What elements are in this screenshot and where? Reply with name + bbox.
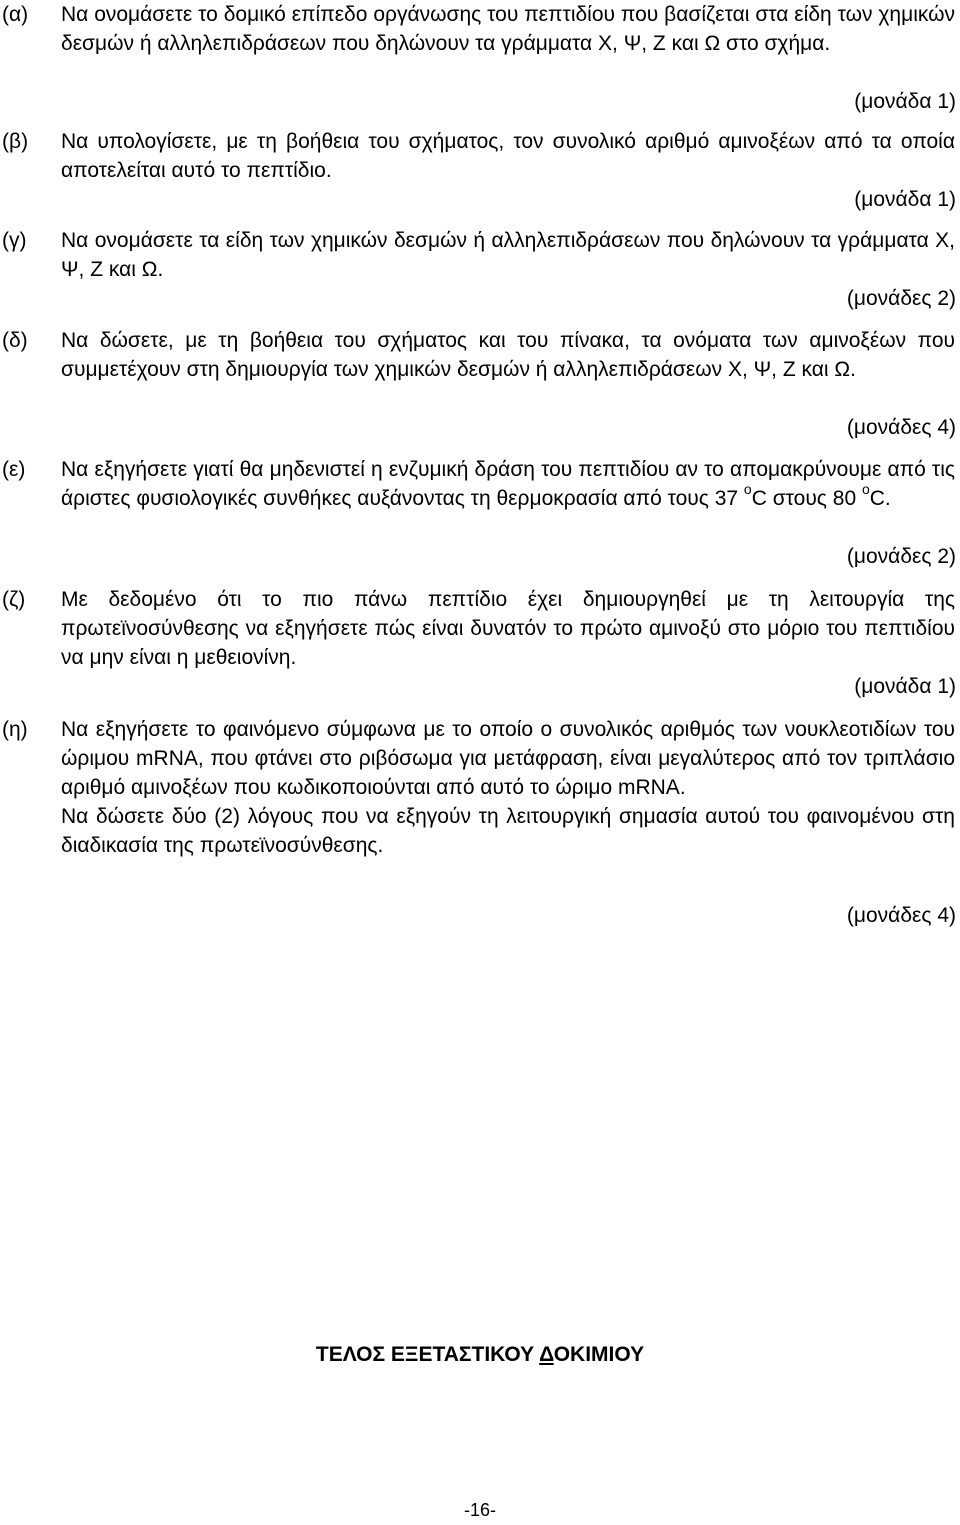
marks-label: (μονάδα 1)	[854, 90, 956, 113]
marks-label: (μονάδα 1)	[854, 675, 956, 698]
question-text-part: C στους 80	[751, 487, 862, 510]
degree-superscript: o	[743, 481, 752, 497]
question-text-body: Να δώσετε, με τη βοήθεια του σχήματος και του πίνακα, τα ονόματα των αμινοξέων που συμμετέχουν στη δημιουργία των χημικών δεσμών ή αλληλεπιδράσεων Χ, Ψ, Ζ και Ω.	[61, 329, 955, 381]
marks-label: (μονάδες 4)	[846, 904, 956, 927]
question-label: (α)	[2, 3, 29, 26]
question-text	[61, 585, 955, 672]
page-number: -16-	[463, 1500, 496, 1520]
question-text	[61, 326, 955, 384]
question-text-body: Να υπολογίσετε, με τη βοήθεια του σχήματος, τον συνολικό αριθμό αμινοξέων από τα οποία αποτελείται αυτό το πεπτίδιο.	[61, 130, 955, 182]
question-label: (ε)	[2, 458, 26, 481]
question-text	[61, 455, 955, 513]
end-title-underlined-letter: Δ	[539, 1343, 554, 1366]
question-text-body	[61, 455, 955, 513]
end-title-part: ΟΚΙΜΙΟΥ	[553, 1343, 645, 1366]
marks-label: (μονάδες 2)	[846, 287, 956, 310]
question-text-body: Με δεδομένο ότι το πιο πάνω πεπτίδιο έχει δημιουργηθεί με τη λειτουργία της πρωτεϊνοσύνθεσης να εξηγήσετε πώς είναι δυνατόν το πρώτο αμινοξύ στο μόριο του πεπτιδίου να μην είναι η μεθειονίνη.	[61, 588, 955, 669]
marks-label: (μονάδες 4)	[846, 416, 956, 439]
question-label: (γ)	[2, 229, 27, 252]
question-text	[61, 715, 955, 860]
question-label: (η)	[2, 718, 28, 741]
question-text-body: Να ονομάσετε τα είδη των χημικών δεσμών ή αλληλεπιδράσεων που δηλώνουν τα γράμματα Χ, Ψ, Ζ και Ω.	[61, 229, 955, 281]
question-text	[61, 0, 955, 58]
end-of-exam-title	[0, 1340, 960, 1369]
marks-label: (μονάδες 2)	[846, 545, 956, 568]
marks-label: (μονάδα 1)	[854, 188, 956, 211]
question-text-part: C.	[869, 487, 891, 510]
question-text-paragraph-1: Να εξηγήσετε το φαινόμενο σύμφωνα με το οποίο ο συνολικός αριθμός των νουκλεοτιδίων του ώριμου mRNA, που φτάνει στο ριβόσωμα για μετάφραση, είναι μεγαλύτερος από τον τριπλάσιο αριθμό αμινοξέων που κωδικοποιούνται από αυτό το ώριμο mRNA.	[61, 718, 955, 799]
question-text-part: Να εξηγήσετε γιατί θα μηδενιστεί η ενζυμική δράση του πεπτιδίου αν το απομακρύνουμε από τις άριστες φυσιολογικές συνθήκες αυξάνοντας τη θερμοκρασία από τους 37	[61, 458, 955, 510]
question-label: (δ)	[2, 329, 28, 352]
question-text	[61, 226, 955, 284]
question-text-body: Να ονομάσετε το δομικό επίπεδο οργάνωσης του πεπτιδίου που βασίζεται στα είδη των χημικών δεσμών ή αλληλεπιδράσεων που δηλώνουν τα γράμματα Χ, Ψ, Ζ και Ω στο σχήμα.	[61, 3, 955, 55]
question-text-paragraph-2: Να δώσετε δύο (2) λόγους που να εξηγούν τη λειτουργική σημασία αυτού του φαινομένου στη διαδικασία της πρωτεϊνοσύνθεσης.	[61, 805, 955, 857]
question-label: (β)	[2, 130, 29, 153]
degree-superscript: o	[861, 481, 870, 497]
end-title-part: ΤΕΛΟΣ ΕΞΕΤΑΣΤΙΚΟΥ	[315, 1343, 540, 1366]
question-label: (ζ)	[2, 588, 26, 611]
question-text	[61, 127, 955, 185]
